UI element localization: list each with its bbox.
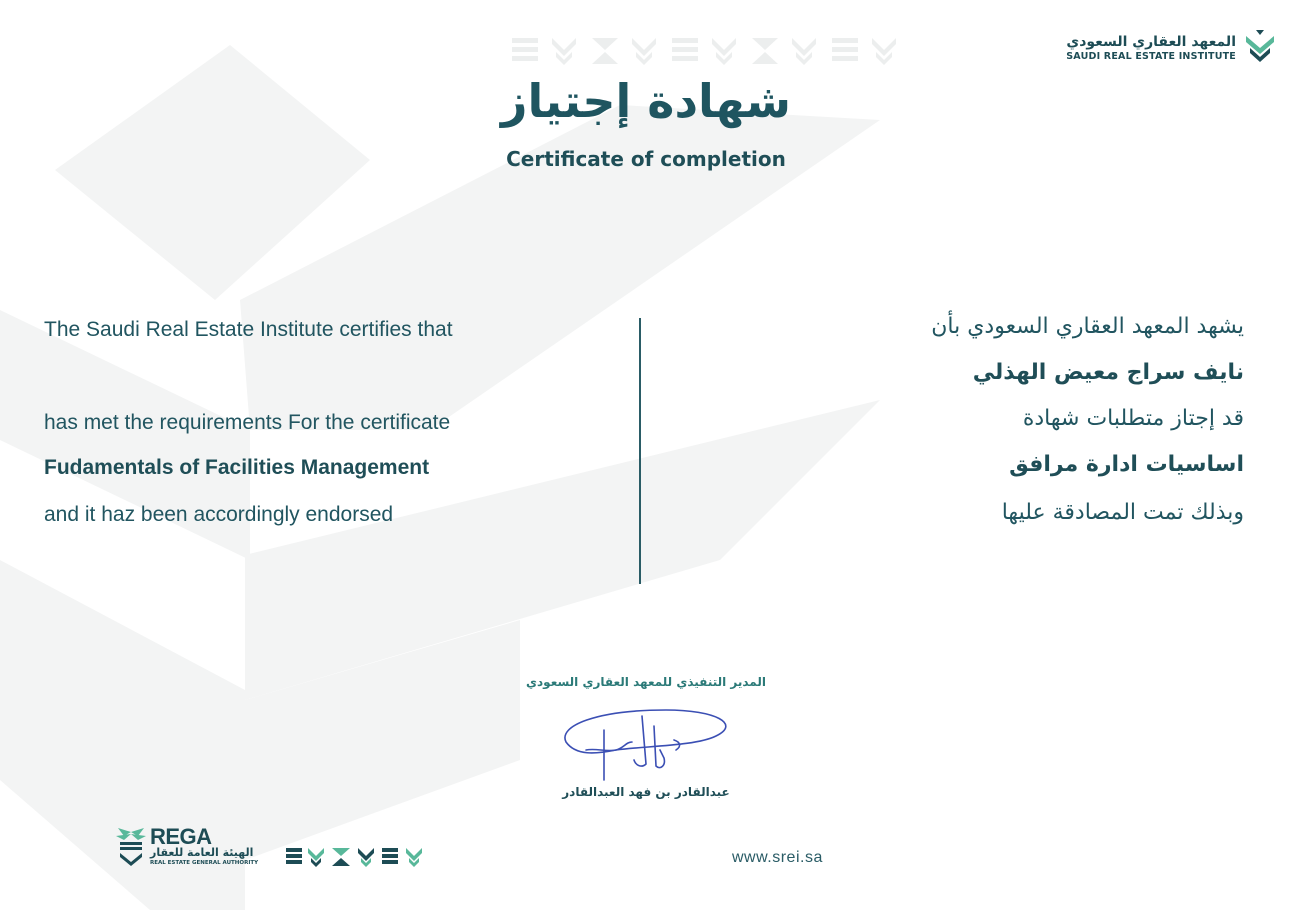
arabic-course-name: اساسيات ادارة مرافق [1009,452,1244,477]
english-certifies-line: The Saudi Real Estate Institute certifies that [44,318,453,341]
rega-english-text: REAL ESTATE GENERAL AUTHORITY [150,860,259,866]
srei-chevron-icon [1242,30,1278,66]
rega-arabic-text: الهيئة العامة للعقار [150,846,254,859]
arabic-endorsed-line: وبذلك تمت المصادقة عليها [1001,500,1244,525]
signatory-title: المدير التنفيذي للمعهد العقاري السعودي [526,675,766,689]
rega-brand-text: REGA [150,824,212,849]
title-arabic: شهادة إجتياز [501,74,791,128]
rega-logo [114,826,274,868]
handwritten-signature [556,706,732,786]
website-url: www.srei.sa [732,849,823,866]
arabic-certifies-line: يشهد المعهد العقاري السعودي بأن [931,314,1244,339]
english-endorsed-line: and it haz been accordingly endorsed [44,503,394,526]
vertical-divider [639,318,641,584]
arabic-requirements-line: قد إجتاز متطلبات شهادة [1022,406,1244,431]
signatory-name: عبدالقادر بن فهد العبدالقادر [562,785,730,799]
srei-logo [1058,30,1278,66]
footer-chevron-pattern-icon [286,845,428,867]
english-course-name: Fudamentals of Facilities Management [44,456,430,479]
arabic-recipient-name: نايف سراج معيض الهذلي [972,360,1244,385]
logo-english-text: SAUDI REAL ESTATE INSTITUTE [1066,51,1236,62]
logo-arabic-text: المعهد العقاري السعودي [1066,34,1236,50]
title-english: Certificate of completion [506,147,786,171]
english-requirements-line: has met the requirements For the certificate [44,411,451,434]
chevron-stripe-pattern-icon [512,34,907,68]
rega-palm-icon [114,826,148,866]
